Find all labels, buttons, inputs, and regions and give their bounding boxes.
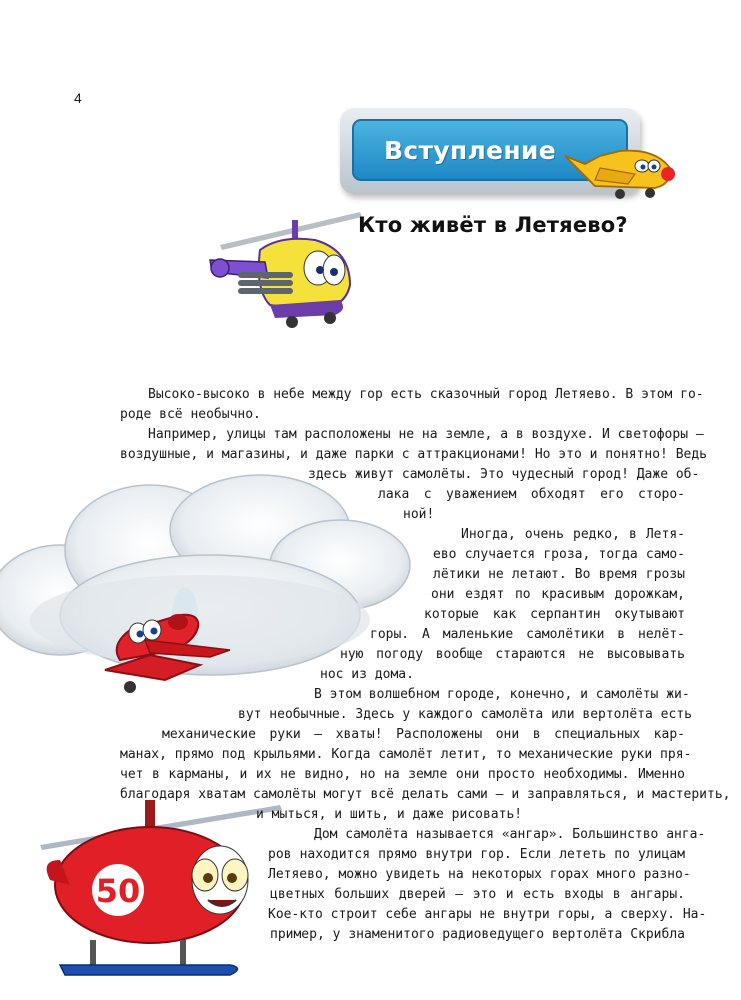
body-line: которые как серпантин окутывают: [424, 607, 685, 622]
chapter-subtitle: Кто живёт в Летяево?: [358, 213, 628, 237]
body-line: ров находится прямо внутри гор. Если лететь по улицам: [268, 847, 685, 862]
helicopter-number: 50: [95, 872, 141, 910]
body-line: чет в карманы, и их не видно, но на земле они просто необходимы. Именно: [120, 767, 685, 782]
section-title: Вступление: [384, 135, 556, 165]
body-line: Дом самолёта называется «ангар». Большинство анга-: [314, 827, 706, 842]
body-line: лака с уважением обходят его сторо-: [378, 487, 685, 502]
body-line: и мыться, и шить, и даже рисовать!: [256, 807, 523, 822]
body-line: цветных больших дверей — это и есть входы в ангары.: [270, 887, 685, 902]
page-number: 4: [74, 90, 82, 106]
body-line: здесь живут самолёты. Это чудесный город! Даже об-: [308, 467, 700, 482]
body-line: роде всё необычно.: [120, 407, 261, 422]
body-line: манах, прямо под крыльями. Когда самолёт летит, то механические руки пря-: [120, 747, 692, 762]
body-line: благодаря хватам самолёты могут всё делать сами — и заправляться, и мастерить,: [120, 787, 731, 802]
body-line: воздушные, и магазины, и даже парки с аттракционами! Но это и понятно! Ведь: [120, 447, 707, 462]
body-line: Высоко-высоко в небе между гор есть сказочный город Летяево. В этом го-: [148, 387, 704, 402]
body-line: ево случается гроза, тогда само-: [433, 547, 685, 562]
body-line: они ездят по красивым дорожкам,: [431, 587, 685, 602]
body-line: ную погоду вообще стараются не высовывать: [340, 647, 685, 662]
body-line: вут необычные. Здесь у каждого самолёта или вертолёта есть: [238, 707, 692, 722]
body-line: нос из дома.: [320, 667, 414, 682]
body-line: Кое-кто строит себе ангары не внутри горы, а сверху. На-: [268, 907, 707, 922]
body-line: Например, улицы там расположены не на земле, а в воздухе. И светофоры —: [148, 427, 704, 442]
body-line: Летяево, можно увидеть на некоторых горах много разно-: [268, 867, 691, 882]
body-line: горы. А маленькие самолётики в нелёт-: [370, 627, 685, 642]
body-line: механические руки — хваты! Расположены они в специальных кар-: [162, 727, 685, 742]
body-line: Иногда, очень редко, в Летя-: [461, 527, 685, 542]
body-line: пример, у знаменитого радиоведущего вертолёта Скрибла: [270, 927, 685, 942]
body-line: лётики не летают. Во время грозы: [433, 567, 685, 582]
body-line: В этом волшебном городе, конечно, и самолёты жи-: [314, 687, 690, 702]
body-line: ной!: [403, 507, 435, 522]
